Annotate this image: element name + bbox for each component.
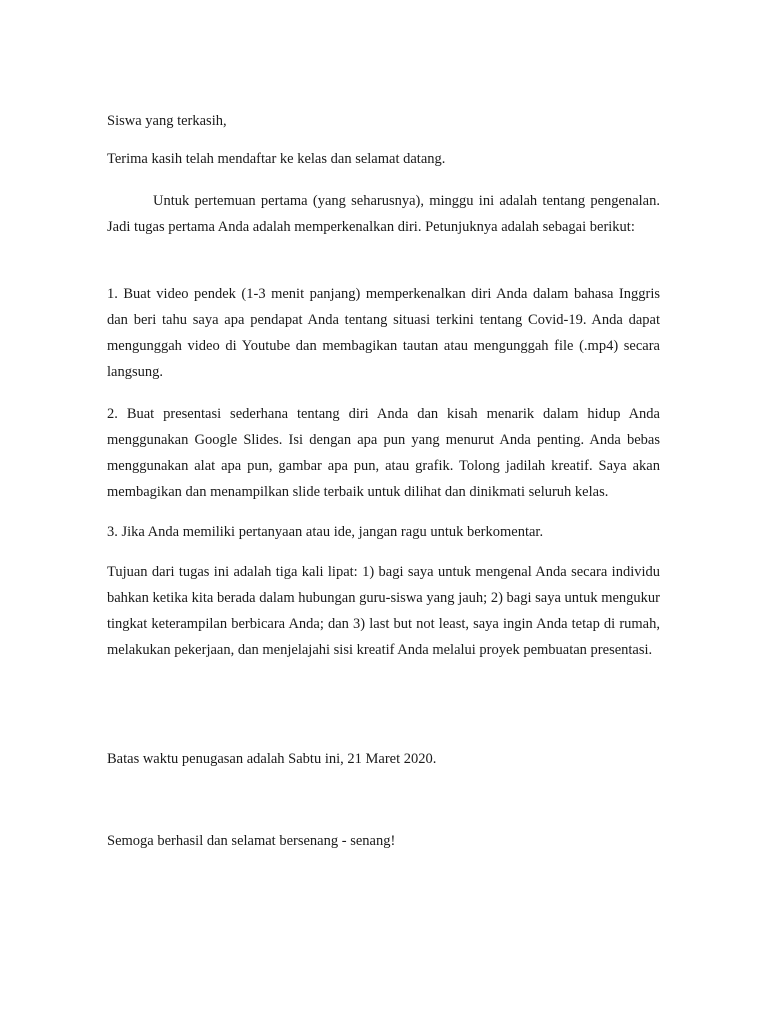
instruction-item-2: 2. Buat presentasi sederhana tentang diri Anda dan kisah menarik dalam hidup Anda menggunakan Google Slides. Isi dengan apa pun yang menurut Anda penting. Anda bebas menggunakan alat apa pun, gambar apa pun, atau grafik. Tolong jadilah kreatif. Saya akan membagikan dan menampilkan slide terbaik untuk dilihat dan dinikmati seluruh kelas. <box>107 406 660 500</box>
thanks-line: Terima kasih telah mendaftar ke kelas dan selamat datang. <box>107 151 446 167</box>
deadline-line: Batas waktu penugasan adalah Sabtu ini, 21 Maret 2020. <box>107 751 437 767</box>
intro-paragraph: Untuk pertemuan pertama (yang seharusnya), minggu ini adalah tentang pengenalan. Jadi tugas pertama Anda adalah memperkenalkan diri. Petunjuknya adalah sebagai berikut: <box>107 193 660 235</box>
greeting-line: Siswa yang terkasih, <box>107 113 227 129</box>
instruction-item-3: 3. Jika Anda memiliki pertanyaan atau ide, jangan ragu untuk berkomentar. <box>107 524 544 540</box>
closing-line: Semoga berhasil dan selamat bersenang - senang! <box>107 833 396 849</box>
instruction-item-1: 1. Buat video pendek (1-3 menit panjang) memperkenalkan diri Anda dalam bahasa Inggris dan beri tahu saya apa pendapat Anda tentang situasi terkini tentang Covid-19. Anda dapat mengunggah video di Youtube dan membagikan tautan atau mengunggah file (.mp4) secara langsung. <box>107 286 660 380</box>
purpose-paragraph: Tujuan dari tugas ini adalah tiga kali lipat: 1) bagi saya untuk mengenal Anda secara individu bahkan ketika kita berada dalam hubungan guru-siswa yang jauh; 2) bagi saya untuk mengukur tingkat keterampilan berbicara Anda; dan 3) last but not least, saya ingin Anda tetap di rumah, melakukan pekerjaan, dan menjelajahi sisi kreatif Anda melalui proyek pembuatan presentasi. <box>107 564 660 658</box>
